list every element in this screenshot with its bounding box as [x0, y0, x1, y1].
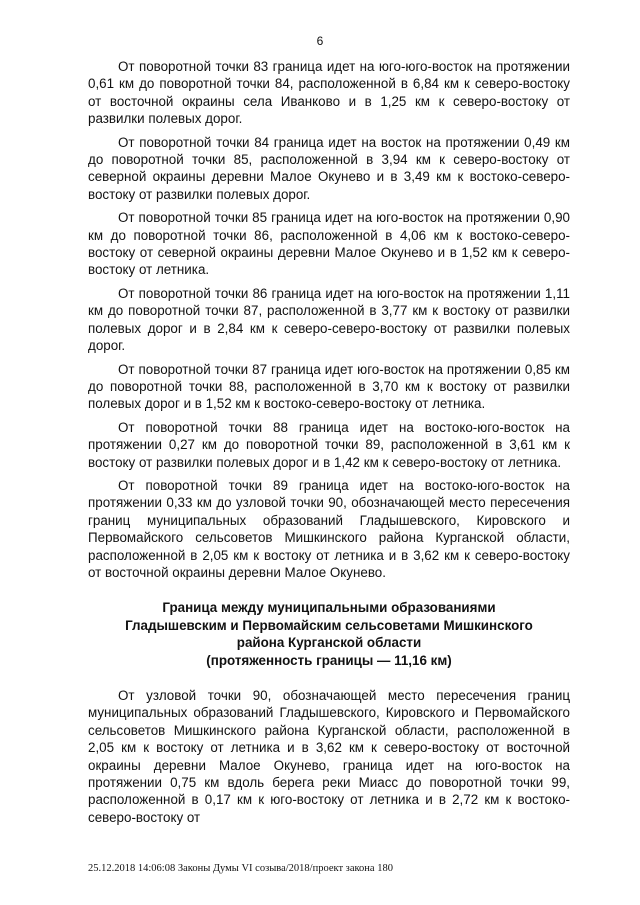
- page-number: 6: [316, 34, 324, 48]
- heading-length: (протяженность границы — 11,16 км): [206, 652, 452, 668]
- paragraph-point-90: От узловой точки 90, обозначающей место пересечения границ муниципальных образований Гладышевского, Кировского и Первомайского сельсоветов Мишкинского района Курганской области, расположенной в 2,05 км к востоку от летника и в 3,62 км к северо-востоку от восточной окраины деревни Малое Окунево, граница идет на юго-восток на протяжении 0,75 км вдоль берега реки Миасс до поворотной точки 99, расположенной в 0,17 км к юго-востоку от летника и в 2,72 км к востоко-северо-востоку от: [88, 688, 570, 825]
- section-heading: [88, 599, 570, 669]
- paragraph-point-86: От поворотной точки 86 граница идет на юго-восток на протяжении 1,11 км до поворотной точки 87, расположенной в 3,77 км к востоку от развилки полевых дорог и в 2,84 км к северо-северо-востоку от развилки полевых дорог.: [88, 285, 570, 354]
- heading-line: района Курганской области: [236, 635, 422, 651]
- document-body: [88, 58, 570, 832]
- paragraph-point-87: От поворотной точки 87 граница идет юго-восток на протяжении 0,85 км до поворотной точки 88, расположенной в 3,70 км к востоку от развилки полевых дорог и в 1,52 км к востоко-северо-востоку от летника.: [88, 361, 570, 412]
- paragraph-point-85: От поворотной точки 85 граница идет на юго-восток на протяжении 0,90 км до поворотной точки 86, расположенной в 4,06 км к востоко-северо-востоку от северной окраины деревни Малое Окунево и в 1,52 км к северо-востоку от летника.: [88, 210, 570, 278]
- paragraph-point-84: От поворотной точки 84 граница идет на восток на протяжении 0,49 км до поворотной точки 85, расположенной в 3,94 км к северо-востоку от северной окраины деревни Малое Окунево и в 3,49 км к востоко-северо-востоку от развилки полевых дорог.: [88, 134, 570, 202]
- paragraph-point-88: От поворотной точки 88 граница идет на востоко-юго-восток на протяжении 0,27 км до поворотной точки 89, расположенной в 3,61 км к востоку от развилки полевых дорог и в 1,42 км к северо-востоку от летника.: [88, 419, 570, 470]
- paragraph-point-89: От поворотной точки 89 граница идет на востоко-юго-восток на протяжении 0,33 км до узловой точки 90, обозначающей место пересечения границ муниципальных образований Гладышевского, Кировского и Первомайского сельсоветов Мишкинского района Курганской области, расположенной в 2,05 км к востоку от летника и в 3,62 км к северо-востоку от восточной окраины деревни Малое Окунево.: [88, 477, 570, 580]
- paragraph-point-83: От поворотной точки 83 граница идет на юго-юго-восток на протяжении 0,61 км до поворотной точки 84, расположенной в 6,84 км к северо-востоку от восточной окраины села Иванково и в 1,25 км к северо-востоку от развилки полевых дорог.: [88, 59, 570, 127]
- heading-line: Гладышевским и Первомайским сельсоветами Мишкинского: [125, 617, 533, 633]
- heading-line: Граница между муниципальными образованиями: [162, 600, 496, 616]
- footer-file-path: 25.12.2018 14:06:08 Законы Думы VI созыва/2018/проект закона 180: [88, 863, 393, 874]
